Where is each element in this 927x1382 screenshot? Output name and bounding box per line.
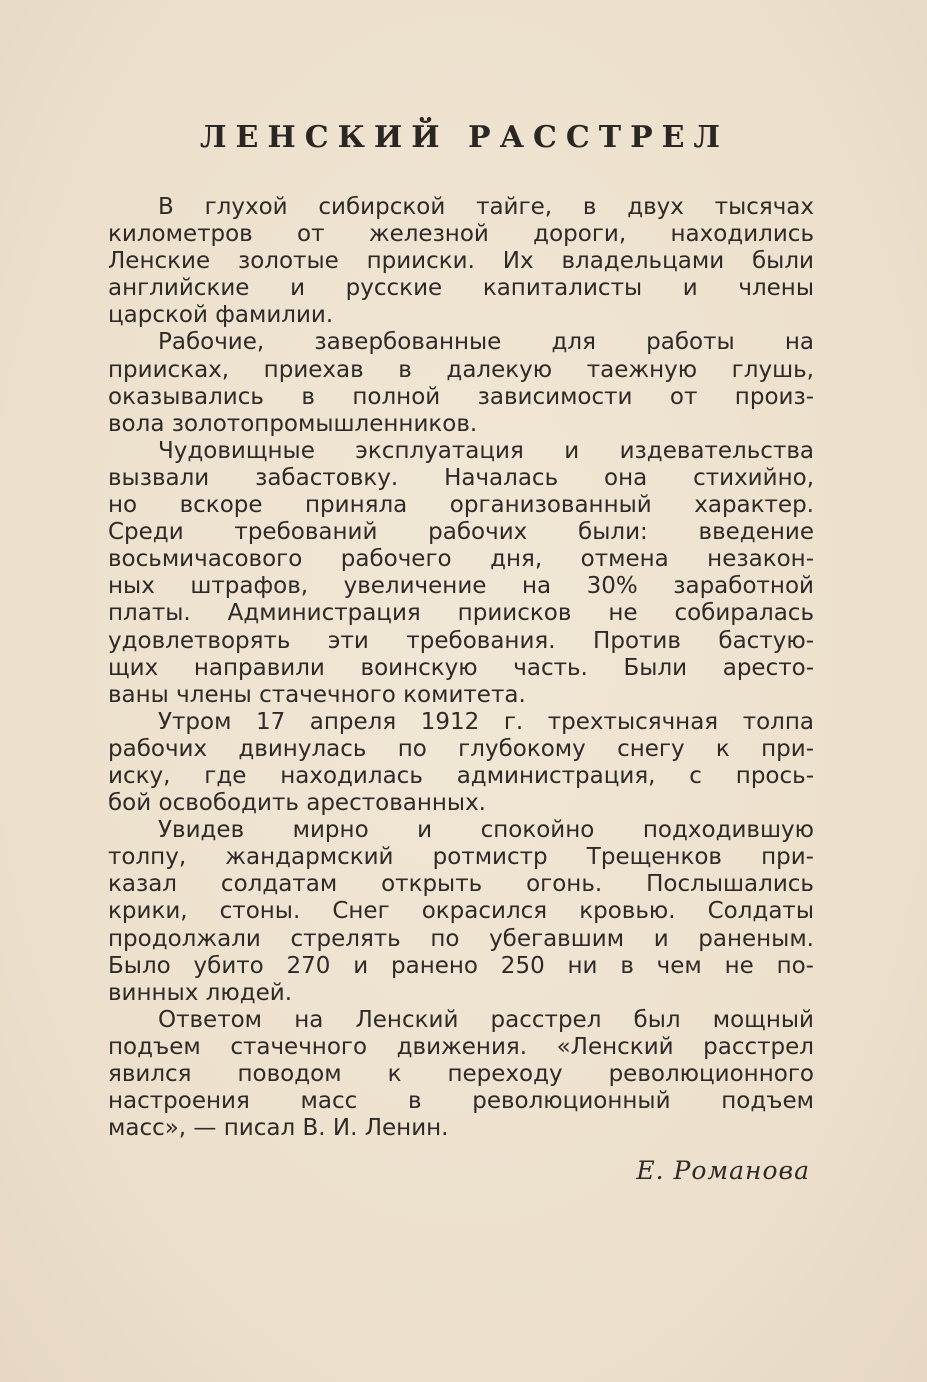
text-line: Было убито 270 и ранено 250 ни в чем не по- bbox=[108, 952, 814, 979]
article-body bbox=[108, 194, 814, 1142]
text-line: английские и русские капиталисты и члены bbox=[108, 275, 814, 302]
text-line: бой освободить арестованных. bbox=[108, 790, 486, 817]
text-line: казал солдатам открыть огонь. Послышались bbox=[108, 871, 814, 898]
text-line: Утром 17 апреля 1912 г. трехтысячная толпа bbox=[158, 708, 814, 735]
paragraph-1 bbox=[108, 194, 814, 329]
text-line: оказывались в полной зависимости от произ- bbox=[108, 383, 814, 410]
paragraph-3 bbox=[108, 438, 814, 709]
text-line: подъем стачечного движения. «Ленский расстрел bbox=[108, 1033, 814, 1060]
text-line: Увидев мирно и спокойно подходившую bbox=[158, 817, 814, 844]
text-line: платы. Администрация приисков не собиралась bbox=[108, 600, 814, 627]
text-line: Ленские золотые прииски. Их владельцами были bbox=[108, 248, 814, 275]
page-title: ЛЕНСКИЙ РАССТРЕЛ bbox=[200, 120, 730, 155]
text-line: Ответом на Ленский расстрел был мощный bbox=[158, 1006, 814, 1033]
paragraph-4 bbox=[108, 709, 814, 817]
text-line: но вскоре приняла организованный характер. bbox=[108, 492, 814, 519]
text-line: В глухой сибирской тайге, в двух тысячах bbox=[158, 194, 814, 220]
text-line: масс», — писал В. И. Ленин. bbox=[108, 1115, 449, 1142]
text-line: Среди требований рабочих были: введение bbox=[108, 519, 814, 546]
text-line: приисках, приехав в далекую таежную глушь, bbox=[108, 356, 814, 383]
text-line: вола золотопромышленников. bbox=[108, 410, 478, 437]
text-line: Чудовищные эксплуатация и издевательства bbox=[158, 437, 814, 464]
text-line: щих направили воинскую часть. Были аресто- bbox=[108, 654, 814, 681]
text-line: ваны члены стачечного комитета. bbox=[108, 681, 526, 708]
author-signature: Е. Романова bbox=[636, 1156, 810, 1185]
text-line: настроения масс в революционный подъем bbox=[108, 1088, 814, 1115]
text-line: крики, стоны. Снег окрасился кровью. Солдаты bbox=[108, 898, 814, 925]
text-line: царской фамилии. bbox=[108, 302, 334, 329]
text-line: винных людей. bbox=[108, 979, 293, 1006]
text-line: ных штрафов, увеличение на 30% заработной bbox=[108, 573, 814, 600]
paragraph-5 bbox=[108, 817, 814, 1007]
text-line: продолжали стрелять по убегавшим и раненым. bbox=[108, 925, 814, 952]
text-line: явился поводом к переходу революционного bbox=[108, 1061, 814, 1087]
text-line: километров от железной дороги, находились bbox=[108, 221, 814, 248]
paragraph-6 bbox=[108, 1007, 814, 1142]
paragraph-2 bbox=[108, 329, 814, 437]
text-line: восьмичасового рабочего дня, отмена незакон- bbox=[108, 546, 814, 573]
text-line: удовлетворять эти требования. Против бастую- bbox=[108, 627, 814, 654]
text-line: рабочих двинулась по глубокому снегу к при- bbox=[108, 735, 814, 762]
text-line: толпу, жандармский ротмистр Трещенков при- bbox=[108, 844, 814, 871]
text-line: Рабочие, завербованные для работы на bbox=[158, 329, 814, 356]
text-line: вызвали забастовку. Началась она стихийно, bbox=[108, 464, 814, 491]
text-line: иску, где находилась администрация, с прось- bbox=[108, 762, 814, 789]
